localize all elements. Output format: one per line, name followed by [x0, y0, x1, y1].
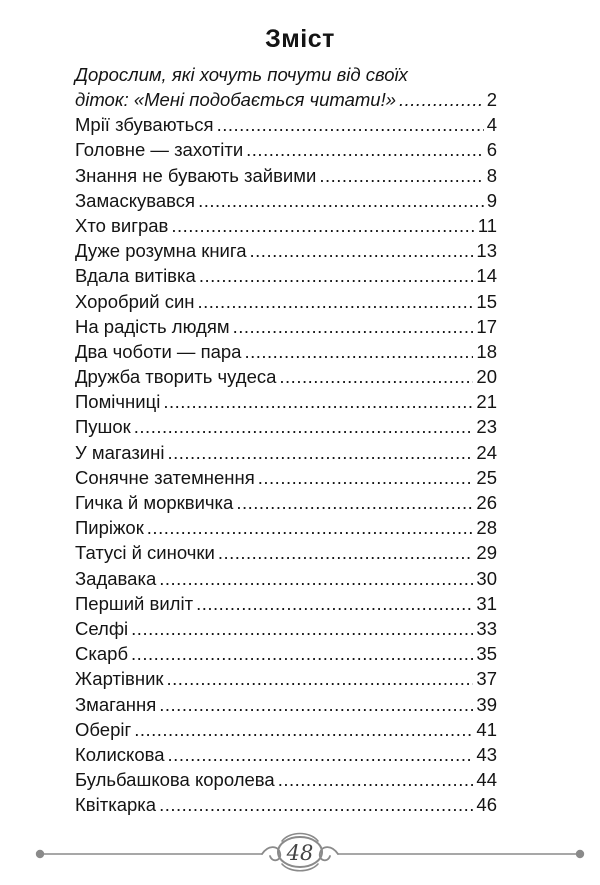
- dot-leader: [134, 414, 474, 439]
- toc-entry: [75, 465, 497, 490]
- dot-leader: [279, 364, 473, 389]
- toc-page-number: 24: [476, 441, 497, 463]
- toc-page-number: 9: [486, 189, 497, 211]
- toc-page-number: 11: [477, 214, 497, 236]
- toc-entry: [75, 616, 497, 641]
- toc-entry-title: Хоробрий син: [75, 290, 195, 312]
- toc-entry: [75, 289, 497, 314]
- toc-page-number: 44: [476, 769, 497, 791]
- toc-entry: [75, 540, 497, 565]
- toc-entry: [75, 263, 497, 288]
- page-footer-ornament: [0, 825, 600, 885]
- toc-entry-title: Жартівник: [75, 668, 164, 690]
- toc-entry: [75, 339, 497, 364]
- toc-entry-title: Колискова: [75, 743, 165, 765]
- footer-dot-left: [36, 850, 44, 858]
- toc-page-number: 6: [486, 139, 497, 161]
- toc-entry-title: Головне — захотіти: [75, 139, 244, 161]
- dot-leader: [199, 263, 474, 288]
- footer-dot-right: [576, 850, 584, 858]
- dot-leader: [196, 591, 473, 616]
- dot-leader: [131, 616, 473, 641]
- toc-entry-title: У магазині: [75, 441, 165, 463]
- toc-page-number: 23: [476, 416, 497, 438]
- dot-leader: [131, 641, 473, 666]
- toc-entry-title: Задавака: [75, 567, 157, 589]
- dot-leader: [167, 440, 473, 465]
- dot-leader: [168, 742, 474, 767]
- toc-page-number: 18: [476, 340, 497, 362]
- dot-leader: [159, 792, 473, 817]
- dot-leader: [217, 112, 484, 137]
- page-title: Зміст: [265, 25, 335, 53]
- toc-page-number: 13: [476, 240, 497, 262]
- toc-entry-title: Скарб: [75, 643, 129, 665]
- toc-entry-title: Татусі й синочки: [75, 542, 215, 564]
- toc-page-number: 31: [476, 592, 497, 614]
- dot-leader: [258, 465, 474, 490]
- toc-entry: [75, 742, 497, 767]
- toc-entry-title: Гичка й морквичка: [75, 492, 234, 513]
- toc-entry: [75, 238, 497, 263]
- toc-entry: [75, 389, 497, 414]
- dot-leader: [250, 238, 474, 263]
- toc-entry: [75, 792, 497, 817]
- toc-page-number: 33: [476, 617, 497, 639]
- toc-entry: [75, 717, 497, 742]
- toc-page-number: 20: [476, 366, 497, 388]
- toc-entry-title: Перший виліт: [75, 592, 194, 614]
- toc-entry: [75, 112, 497, 137]
- toc-page-number: 29: [476, 542, 497, 564]
- dot-leader: [159, 692, 473, 717]
- toc-entry: [75, 591, 497, 616]
- toc-entry: [75, 666, 497, 691]
- toc-intro-line-1: Дорослим, які хочуть почути від своїх: [75, 64, 408, 85]
- toc-page-number: 8: [486, 164, 497, 186]
- dot-leader: [167, 666, 474, 691]
- toc-entry: [75, 213, 497, 238]
- toc-page-number: 17: [476, 315, 497, 337]
- toc-entry-title: Вдала витівка: [75, 265, 196, 287]
- toc-entry: [75, 137, 497, 162]
- dot-leader: [319, 163, 483, 188]
- toc-page-number: 43: [476, 743, 497, 765]
- toc-entry: [75, 490, 497, 515]
- toc-entry: [75, 414, 497, 439]
- toc-entry: [75, 364, 497, 389]
- toc-entry-title: Селфі: [75, 617, 129, 639]
- dot-leader: [246, 137, 484, 162]
- toc-page-number: 35: [476, 643, 497, 665]
- dot-leader: [198, 188, 484, 213]
- toc-entry-title: Дуже розумна книга: [75, 240, 247, 262]
- dot-leader: [278, 767, 474, 792]
- toc-entry-title: Бульбашкова королева: [75, 769, 275, 791]
- toc-entry: [75, 566, 497, 591]
- toc-entry: [75, 163, 497, 188]
- toc-page-number: 41: [476, 718, 497, 740]
- toc-page-number: 15: [476, 290, 497, 312]
- toc-page-number: 4: [486, 114, 497, 136]
- dot-leader: [147, 515, 474, 540]
- toc-page-number: 28: [476, 517, 497, 539]
- toc-entry-title: Оберіг: [75, 718, 132, 740]
- dot-leader: [233, 314, 474, 339]
- dot-leader: [159, 566, 473, 591]
- toc-page-number: 25: [476, 466, 497, 488]
- toc-page-number: 37: [476, 668, 497, 690]
- toc-entry-title: Пушок: [75, 416, 131, 438]
- toc-entry-title: Замаскувався: [75, 189, 196, 211]
- toc-intro-entry: [75, 62, 497, 112]
- toc-page-number: 30: [476, 567, 497, 589]
- toc-entries: [75, 112, 497, 817]
- dot-leader: [134, 717, 473, 742]
- footer-page-number: 48: [286, 841, 314, 865]
- toc-intro-title: діток: «Мені подобається читати!»: [75, 89, 397, 110]
- toc-entry: [75, 440, 497, 465]
- toc-entry-title: Знання не бувають зайвими: [75, 164, 317, 186]
- dot-leader: [218, 540, 474, 565]
- toc-entry: [75, 188, 497, 213]
- toc-entry: [75, 641, 497, 666]
- toc-entry: [75, 314, 497, 339]
- table-of-contents: [75, 62, 497, 817]
- toc-page-number: 39: [476, 693, 497, 715]
- toc-entry-title: Сонячне затемнення: [75, 466, 255, 488]
- toc-page-number: 26: [476, 492, 497, 513]
- toc-entry-title: Помічниці: [75, 391, 161, 413]
- toc-page-number: 46: [476, 794, 497, 816]
- dot-leader: [171, 213, 474, 238]
- toc-entry-title: Мрії збуваються: [75, 114, 214, 136]
- dot-leader: [163, 389, 473, 414]
- toc-entry-title: Пиріжок: [75, 517, 144, 539]
- toc-entry-title: На радість людям: [75, 315, 230, 337]
- toc-entry-title: Два чоботи — пара: [75, 340, 242, 362]
- toc-entry-title: Квіткарка: [75, 794, 157, 816]
- toc-page-number: 14: [476, 265, 497, 287]
- toc-entry-title: Змагання: [75, 693, 157, 715]
- dot-leader: [198, 289, 474, 314]
- dot-leader: [244, 339, 473, 364]
- toc-entry-title: Дружба творить чудеса: [75, 366, 277, 388]
- toc-intro-line-2: [75, 87, 497, 112]
- toc-entry: [75, 767, 497, 792]
- dot-leader: [236, 490, 473, 515]
- toc-page-number: 21: [476, 391, 497, 413]
- toc-entry: [75, 692, 497, 717]
- toc-page-number: 2: [486, 89, 497, 110]
- toc-entry: [75, 515, 497, 540]
- dot-leader: [399, 87, 484, 112]
- toc-entry-title: Хто виграв: [75, 214, 169, 236]
